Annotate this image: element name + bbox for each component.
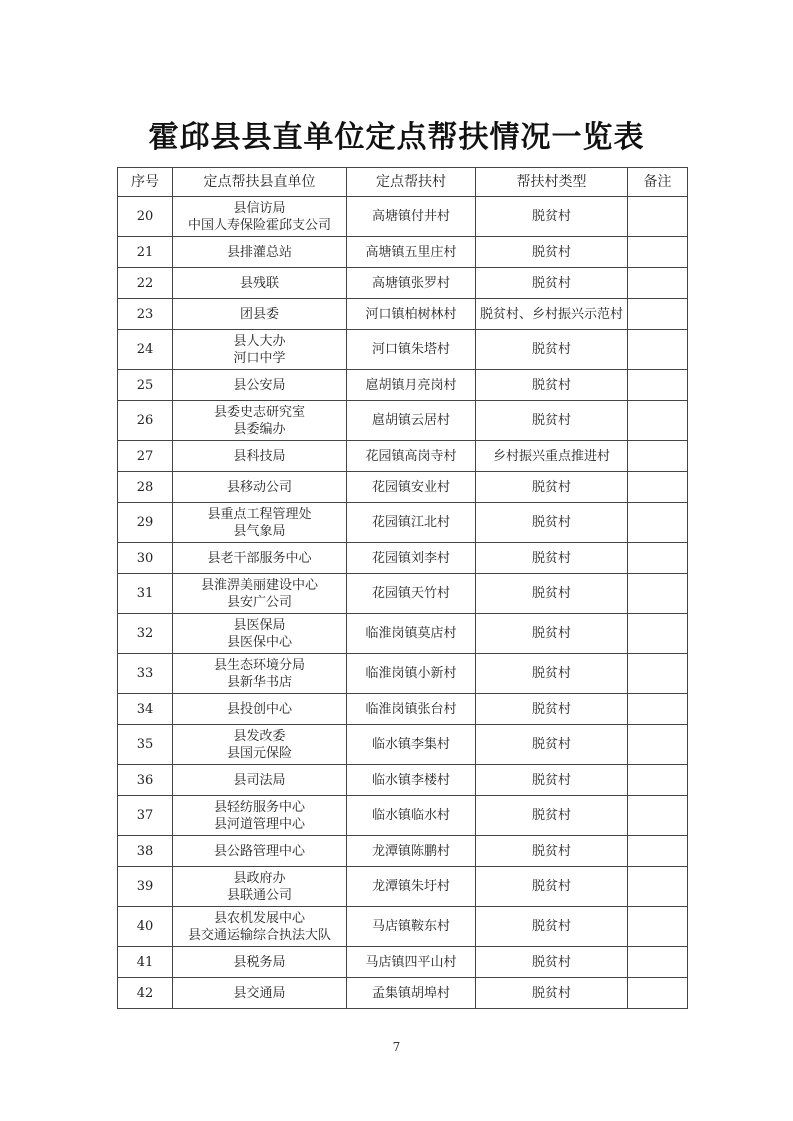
unit-name: 县交通运输综合执法大队: [187, 927, 331, 943]
cell-village: 马店镇鞍东村: [347, 907, 476, 947]
cell-no: 39: [118, 867, 173, 907]
table-row: [118, 654, 688, 694]
cell-type: 脱贫村: [476, 654, 628, 694]
table-row: [118, 867, 688, 907]
table-row: [118, 836, 688, 867]
unit-name: 团县委: [239, 306, 279, 322]
cell-remark: [628, 197, 688, 237]
cell-type: 脱贫村: [476, 867, 628, 907]
cell-unit: [173, 907, 347, 947]
unit-name: 县老干部服务中心: [207, 550, 312, 566]
cell-unit: [173, 867, 347, 907]
cell-type: 脱贫村: [476, 370, 628, 401]
page-number: 7: [392, 1040, 401, 1054]
unit-name: 县司法局: [233, 772, 286, 788]
cell-remark: [628, 725, 688, 765]
cell-village: 河口镇朱塔村: [347, 330, 476, 370]
table-row: [118, 796, 688, 836]
cell-no: 26: [118, 401, 173, 441]
table-row: [118, 472, 688, 503]
cell-village: 扈胡镇云居村: [347, 401, 476, 441]
table-row: [118, 330, 688, 370]
unit-name: 县人大办: [233, 333, 286, 349]
cell-unit: [173, 654, 347, 694]
cell-remark: [628, 543, 688, 574]
cell-remark: [628, 472, 688, 503]
cell-type: 脱贫村: [476, 503, 628, 543]
cell-unit: [173, 796, 347, 836]
cell-type: 脱贫村: [476, 796, 628, 836]
unit-name: 县轻纺服务中心: [213, 799, 305, 815]
cell-no: 20: [118, 197, 173, 237]
cell-unit: [173, 947, 347, 978]
cell-unit: [173, 694, 347, 725]
unit-name: 县委史志研究室: [213, 404, 305, 420]
cell-no: 23: [118, 299, 173, 330]
table-row: [118, 978, 688, 1009]
header-type: 帮扶村类型: [476, 168, 628, 197]
cell-no: 31: [118, 574, 173, 614]
cell-remark: [628, 765, 688, 796]
cell-unit: [173, 472, 347, 503]
unit-name: 县移动公司: [226, 479, 292, 495]
unit-name: 河口中学: [233, 350, 286, 366]
page-title: 霍邱县县直单位定点帮扶情况一览表: [148, 120, 645, 155]
cell-no: 32: [118, 614, 173, 654]
table-row: [118, 503, 688, 543]
unit-name: 县公路管理中心: [213, 843, 305, 859]
table-row: [118, 543, 688, 574]
cell-no: 38: [118, 836, 173, 867]
cell-unit: [173, 299, 347, 330]
cell-no: 25: [118, 370, 173, 401]
cell-type: 脱贫村: [476, 947, 628, 978]
cell-village: 高塘镇张罗村: [347, 268, 476, 299]
cell-remark: [628, 614, 688, 654]
cell-unit: [173, 330, 347, 370]
table-row: [118, 299, 688, 330]
cell-remark: [628, 330, 688, 370]
table-row: [118, 765, 688, 796]
cell-no: 21: [118, 237, 173, 268]
cell-type: 脱贫村: [476, 268, 628, 299]
cell-village: 高塘镇付井村: [347, 197, 476, 237]
cell-village: 临淮岗镇莫店村: [347, 614, 476, 654]
cell-type: 脱贫村: [476, 725, 628, 765]
cell-village: 花园镇江北村: [347, 503, 476, 543]
unit-name: 县公安局: [233, 377, 286, 393]
unit-name: 县委编办: [233, 421, 286, 437]
table-header-row: [118, 168, 688, 197]
table-row: [118, 907, 688, 947]
cell-unit: [173, 765, 347, 796]
unit-name: 县重点工程管理处: [207, 506, 312, 522]
table-row: [118, 694, 688, 725]
cell-no: 42: [118, 978, 173, 1009]
table-row: [118, 725, 688, 765]
cell-village: 扈胡镇月亮岗村: [347, 370, 476, 401]
table-row: [118, 370, 688, 401]
cell-remark: [628, 836, 688, 867]
cell-type: 脱贫村: [476, 197, 628, 237]
cell-remark: [628, 237, 688, 268]
table-row: [118, 197, 688, 237]
table-row: [118, 947, 688, 978]
unit-name: 县残联: [239, 275, 279, 291]
cell-unit: [173, 503, 347, 543]
unit-name: 县联通公司: [226, 887, 292, 903]
unit-name: 中国人寿保险霍邱支公司: [187, 217, 331, 233]
cell-no: 30: [118, 543, 173, 574]
unit-name: 县排灌总站: [226, 244, 292, 260]
cell-type: 脱贫村: [476, 237, 628, 268]
cell-no: 28: [118, 472, 173, 503]
unit-name: 县农机发展中心: [213, 910, 305, 926]
unit-name: 县科技局: [233, 448, 286, 464]
cell-unit: [173, 614, 347, 654]
unit-name: 县医保局: [233, 617, 286, 633]
cell-remark: [628, 441, 688, 472]
unit-name: 县投创中心: [226, 701, 292, 717]
unit-name: 县医保中心: [226, 634, 292, 650]
table-row: [118, 268, 688, 299]
cell-type: 脱贫村: [476, 330, 628, 370]
cell-type: 乡村振兴重点推进村: [476, 441, 628, 472]
cell-village: 花园镇高岗寺村: [347, 441, 476, 472]
cell-unit: [173, 441, 347, 472]
cell-remark: [628, 947, 688, 978]
header-unit: 定点帮扶县直单位: [173, 168, 347, 197]
cell-remark: [628, 978, 688, 1009]
cell-unit: [173, 978, 347, 1009]
unit-name: 县政府办: [233, 870, 286, 886]
unit-name: 县生态环境分局: [213, 657, 305, 673]
cell-remark: [628, 867, 688, 907]
table-row: [118, 401, 688, 441]
unit-name: 县税务局: [233, 954, 286, 970]
cell-remark: [628, 796, 688, 836]
cell-unit: [173, 574, 347, 614]
cell-village: 花园镇天竹村: [347, 574, 476, 614]
cell-remark: [628, 574, 688, 614]
cell-type: 脱贫村: [476, 574, 628, 614]
cell-unit: [173, 725, 347, 765]
cell-no: 40: [118, 907, 173, 947]
cell-type: 脱贫村、乡村振兴示范村: [476, 299, 628, 330]
cell-no: 22: [118, 268, 173, 299]
cell-remark: [628, 907, 688, 947]
cell-village: 临水镇李集村: [347, 725, 476, 765]
cell-type: 脱贫村: [476, 614, 628, 654]
cell-no: 27: [118, 441, 173, 472]
cell-unit: [173, 197, 347, 237]
cell-remark: [628, 654, 688, 694]
cell-village: 临水镇临水村: [347, 796, 476, 836]
cell-type: 脱贫村: [476, 836, 628, 867]
cell-remark: [628, 299, 688, 330]
cell-type: 脱贫村: [476, 543, 628, 574]
cell-type: 脱贫村: [476, 907, 628, 947]
header-village: 定点帮扶村: [347, 168, 476, 197]
cell-no: 37: [118, 796, 173, 836]
unit-name: 县交通局: [233, 985, 286, 1001]
assistance-table: [117, 167, 688, 1009]
cell-no: 33: [118, 654, 173, 694]
cell-unit: [173, 836, 347, 867]
cell-remark: [628, 268, 688, 299]
cell-type: 脱贫村: [476, 401, 628, 441]
unit-name: 县新华书店: [226, 674, 292, 690]
cell-village: 河口镇柏树林村: [347, 299, 476, 330]
cell-remark: [628, 503, 688, 543]
cell-unit: [173, 543, 347, 574]
unit-name: 县发改委: [233, 728, 286, 744]
unit-name: 县信访局: [233, 200, 286, 216]
cell-no: 35: [118, 725, 173, 765]
table-row: [118, 441, 688, 472]
cell-unit: [173, 370, 347, 401]
cell-village: 临水镇李楼村: [347, 765, 476, 796]
cell-unit: [173, 401, 347, 441]
cell-remark: [628, 401, 688, 441]
cell-village: 花园镇刘李村: [347, 543, 476, 574]
table-row: [118, 574, 688, 614]
cell-village: 临淮岗镇小新村: [347, 654, 476, 694]
header-no: 序号: [118, 168, 173, 197]
cell-village: 临淮岗镇张台村: [347, 694, 476, 725]
cell-village: 孟集镇胡埠村: [347, 978, 476, 1009]
cell-village: 高塘镇五里庄村: [347, 237, 476, 268]
cell-no: 24: [118, 330, 173, 370]
cell-no: 29: [118, 503, 173, 543]
cell-type: 脱贫村: [476, 694, 628, 725]
cell-type: 脱贫村: [476, 978, 628, 1009]
table-row: [118, 237, 688, 268]
cell-no: 36: [118, 765, 173, 796]
cell-no: 34: [118, 694, 173, 725]
unit-name: 县河道管理中心: [213, 816, 305, 832]
unit-name: 县气象局: [233, 523, 286, 539]
unit-name: 县淮淠美丽建设中心: [200, 577, 318, 593]
table-row: [118, 614, 688, 654]
cell-remark: [628, 370, 688, 401]
cell-village: 龙潭镇朱圩村: [347, 867, 476, 907]
cell-village: 马店镇四平山村: [347, 947, 476, 978]
unit-name: 县国元保险: [226, 745, 292, 761]
cell-type: 脱贫村: [476, 765, 628, 796]
table-body: [118, 197, 688, 1009]
header-remark: 备注: [628, 168, 688, 197]
unit-name: 县安广公司: [226, 594, 292, 610]
cell-remark: [628, 694, 688, 725]
cell-type: 脱贫村: [476, 472, 628, 503]
cell-unit: [173, 268, 347, 299]
cell-village: 花园镇安业村: [347, 472, 476, 503]
cell-no: 41: [118, 947, 173, 978]
cell-unit: [173, 237, 347, 268]
cell-village: 龙潭镇陈鹏村: [347, 836, 476, 867]
